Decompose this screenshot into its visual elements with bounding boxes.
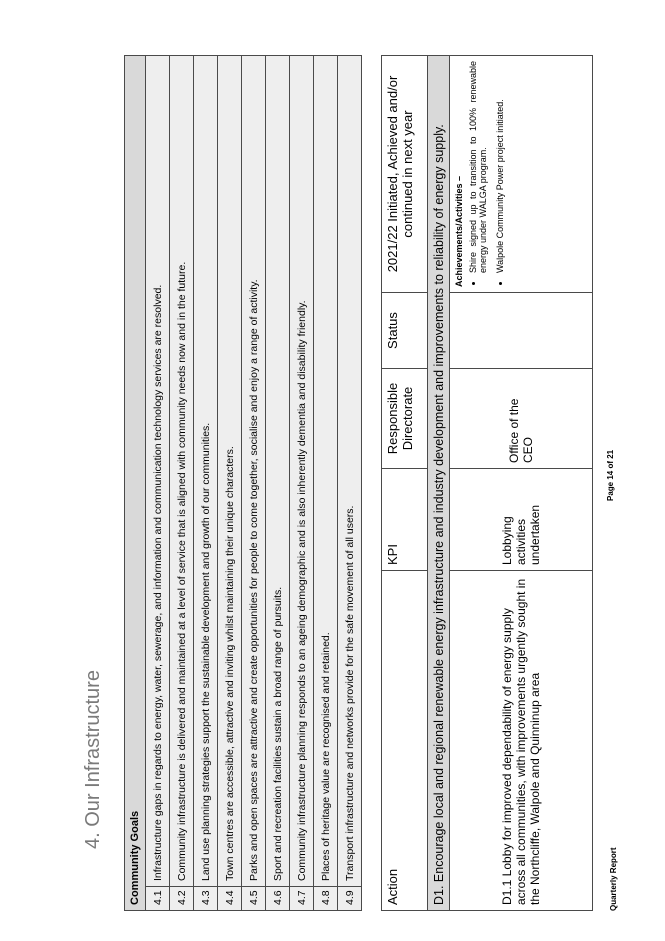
goal-number: 4.8 xyxy=(314,887,338,911)
kpi-text: Lobbying activities undertaken xyxy=(450,469,593,571)
goal-text: Transport infrastructure and networks provide for the safe movement of all users. xyxy=(338,56,362,887)
goal-row xyxy=(242,56,266,911)
goal-number: 4.1 xyxy=(146,887,170,911)
status-cell xyxy=(450,293,593,369)
actions-table xyxy=(381,55,593,911)
section-title: 4. Our Infrastructure xyxy=(82,670,104,849)
action-column-header: Action xyxy=(382,571,428,911)
goal-number: 4.7 xyxy=(290,887,314,911)
goal-number: 4.5 xyxy=(242,887,266,911)
goal-text: Community infrastructure is delivered and maintained at a level of service that is aligned with community needs now and in the future. xyxy=(170,56,194,887)
progress-column-header: 2021/22 Initiated, Achieved and/or continued in next year xyxy=(382,56,428,293)
goal-text: Parks and open spaces are attractive and create opportunities for people to come together, socialise and enjoy a range of activity. xyxy=(242,56,266,887)
goal-text: Community infrastructure planning responds to an ageing demographic and is also inherently dementia and disability friendly. xyxy=(290,56,314,887)
goal-number: 4.6 xyxy=(266,887,290,911)
achievement-item: • Walpole Community Power project initiated. xyxy=(495,61,505,273)
action-text: D1.1 Lobby for improved dependability of energy supply across all communities, with improvements urgently sought in the Northcliffe, Walpole and Quinninup area xyxy=(450,571,593,911)
goal-text: Land use planning strategies support the sustainable development and growth of our communities. xyxy=(194,56,218,887)
goals-header: Community Goals xyxy=(125,56,146,911)
objective-text: D1. Encourage local and regional renewable energy infrastructure and industry development and improvements to reliability of energy supply. xyxy=(428,56,450,911)
community-goals-table xyxy=(124,55,362,911)
goal-number: 4.4 xyxy=(218,887,242,911)
goal-text: Sport and recreation facilities sustain a broad range of pursuits. xyxy=(266,56,290,887)
goal-number: 4.9 xyxy=(338,887,362,911)
directorate-column-header: Responsible Directorate xyxy=(382,369,428,469)
kpi-column-header: KPI xyxy=(382,469,428,571)
goal-row xyxy=(290,56,314,911)
directorate-text: Office of the CEO xyxy=(450,369,593,469)
goal-row xyxy=(266,56,290,911)
achievements-list xyxy=(468,61,505,287)
footer-page-number: Page 14 of 21 xyxy=(606,449,615,501)
objective-row xyxy=(428,56,450,911)
goal-row xyxy=(218,56,242,911)
achievements-title: Achievements/Activities – xyxy=(454,175,464,287)
status-column-header: Status xyxy=(382,293,428,369)
goal-row xyxy=(314,56,338,911)
goal-row xyxy=(170,56,194,911)
goal-row xyxy=(146,56,170,911)
footer-report-name: Quarterly Report xyxy=(609,847,618,911)
goal-text: Places of heritage value are recognised and retained. xyxy=(314,56,338,887)
achievement-item: • Shire signed up to transition to 100% renewable energy under WALGA program. xyxy=(468,61,489,273)
goal-row xyxy=(338,56,362,911)
goal-text: Infrastructure gaps in regards to energy, water, sewerage, and information and communication technology services are resolved. xyxy=(146,56,170,887)
goal-number: 4.3 xyxy=(194,887,218,911)
goal-text: Town centres are accessible, attractive and inviting whilst maintaining their unique characters. xyxy=(218,56,242,887)
goal-row xyxy=(194,56,218,911)
achievements-cell xyxy=(450,56,593,293)
action-row xyxy=(450,56,593,911)
goals-header-row xyxy=(125,56,146,911)
actions-header-row xyxy=(382,56,428,911)
goal-number: 4.2 xyxy=(170,887,194,911)
